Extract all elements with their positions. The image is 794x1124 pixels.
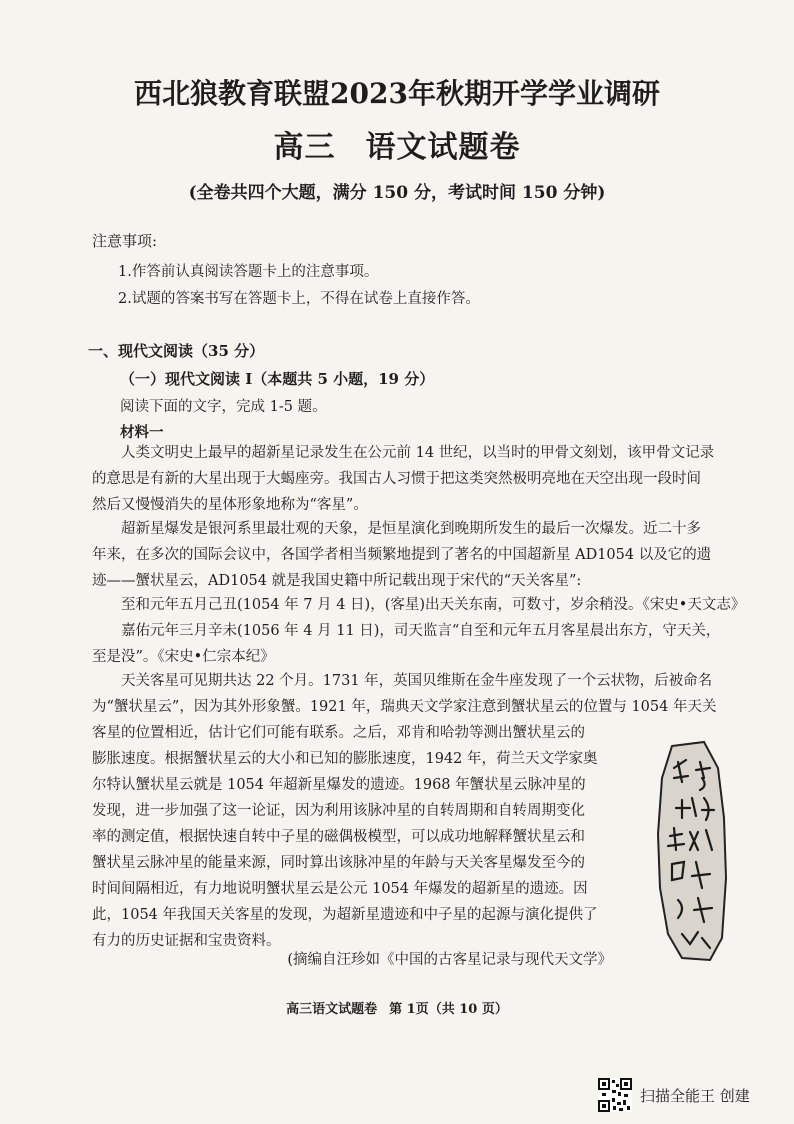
scanner-label: 扫描全能王 创建 [640, 1086, 750, 1105]
exam-subject-title [0, 122, 794, 166]
paragraph-line: 发现，进一步加强了这一论证，因为利用该脉冲星的自转周期和自转周期变化 [92, 803, 585, 819]
notice-item: 1.作答前认真阅读答题卡上的注意事项。 [118, 264, 379, 280]
notice-item: 2.试题的答案书写在答题卡上，不得在试卷上直接作答。 [118, 291, 480, 307]
paragraph-line: 迹——蟹状星云，AD1054 就是我国史籍中所记载出现于宋代的“天关客星”: [92, 573, 582, 589]
paragraph-line: 膨胀速度。根据蟹状星云的大小和已知的膨胀速度，1942 年，荷兰天文学家奥 [92, 751, 598, 767]
page-number: 第 1页（共 10 页） [389, 1002, 508, 1017]
subject-label: 语文试题卷 [365, 130, 521, 165]
paragraph-line: 尔特认蟹状星云就是 1054 年超新星爆发的遗迹。1968 年蟹状星云脉冲星的 [92, 777, 586, 793]
paragraph-line: 超新星爆发是银河系里最壮观的天象，是恒星演化到晚期所发生的最后一次爆发。近二十多 [92, 521, 701, 537]
material-title: 材料一 [120, 424, 164, 441]
paragraph-line: 人类文明史上最早的超新星记录发生在公元前 14 世纪，以当时的甲骨文刻划，该甲骨文记录 [92, 445, 715, 461]
qr-code-icon [598, 1078, 632, 1112]
grade-label: 高三 [273, 130, 336, 165]
paragraph-line: 有力的历史证据和宝贵资料。 [92, 933, 281, 949]
scanner-watermark [598, 1078, 750, 1112]
quote-line: 至和元年五月己丑(1054 年 7 月 4 日)，(客星)出天关东南，可数寸，岁余稍没。《宋史•天文志》 [92, 597, 746, 613]
paragraph-1 [92, 440, 714, 518]
paragraph-line: 率的测定值，根据快速自转中子星的磁偶极模型，可以成功地解释蟹状星云和 [92, 829, 585, 845]
paragraph-line: 时间间隔相近，有力地说明蟹状星云是公元 1054 年爆发的超新星的遗迹。因 [92, 881, 588, 897]
quote-line: 嘉佑元年三月辛未(1056 年 4 月 11 日)，司天监言“自至和元年五月客星晨出东方，守天关， [92, 623, 721, 639]
notice-title: 注意事项: [92, 232, 158, 250]
oracle-bone-inscription-image [652, 738, 728, 966]
paragraph-line: 蟹状星云脉冲星的能量来源，同时算出该脉冲星的年龄与天关客星爆发至今的 [92, 855, 585, 871]
exam-subtitle: (全卷共四个大题，满分 150 分，考试时间 150 分钟) [188, 183, 606, 203]
section-title: 一、现代文阅读（35 分） [88, 342, 265, 360]
page-footer [0, 998, 794, 1017]
paragraph-line: 然后又慢慢消失的星体形象地称为“客星”。 [92, 497, 368, 513]
paragraph-line: 天关客星可见期共达 22 个月。1731 年，英国贝维斯在金牛座发现了一个云状物，后被命名 [92, 673, 713, 689]
paragraph-line: 客星的位置相近，估计它们可能有联系。之后，邓肯和哈勃等测出蟹状星云的 [92, 725, 585, 741]
source-citation: (摘编自汪珍如《中国的古客星记录与现代天文学》 [287, 952, 612, 968]
paragraph-2 [92, 516, 711, 594]
paragraph-line: 的意思是有新的大星出现于大蝎座旁。我国古人习惯于把这类突然极明亮地在天空出现一段时间 [92, 471, 701, 487]
paragraph-3 [92, 668, 716, 954]
subsection-title: （一）现代文阅读 I（本题共 5 小题，19 分） [120, 370, 435, 388]
footer-label: 高三语文试题卷 [286, 1002, 378, 1017]
instruction: 阅读下面的文字，完成 1-5 题。 [120, 399, 327, 415]
exam-title: 西北狼教育联盟2023年秋期开学学业调研 [134, 77, 660, 110]
quote-block [92, 592, 745, 670]
quote-line: 至是没”。《宋史•仁宗本纪》 [92, 649, 275, 665]
paragraph-line: 此，1054 年我国天关客星的发现，为超新星遗迹和中子星的起源与演化提供了 [92, 907, 598, 923]
paragraph-line: 年来，在多次的国际会议中，各国学者相当频繁地提到了著名的中国超新星 AD1054 以及它的遗 [92, 547, 712, 563]
paragraph-line: 为“蟹状星云”，因为其外形象蟹。1921 年，瑞典天文学家注意到蟹状星云的位置与 1054 年天关 [92, 699, 717, 715]
